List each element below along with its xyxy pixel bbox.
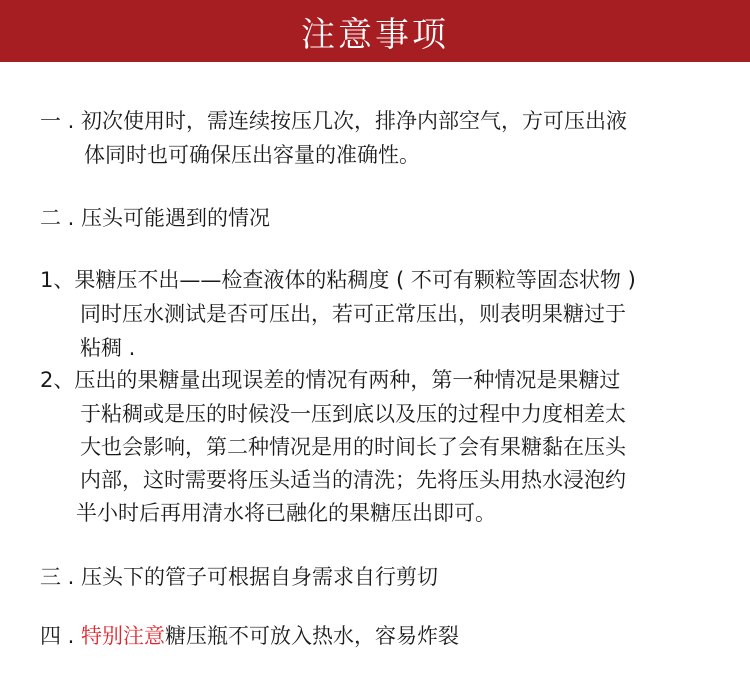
special-notice-highlight: 特别注意 — [81, 624, 166, 648]
section-4-prefix: 四 . — [40, 624, 82, 648]
item-2-line-5: 半小时后再用清水将已融化的果糖压出即可。 — [76, 501, 496, 525]
section-2-title: 二 . 压头可能遇到的情况 — [40, 206, 271, 230]
item-2-line-4: 内部，这时需要将压头适当的清洗；先将压头用热水浸泡约 — [80, 468, 626, 492]
section-1-line-2: 体同时也可确保压出容量的准确性。 — [84, 143, 420, 167]
item-1-line-1: 1、果糖压不出——检查液体的粘稠度 ( 不可有颗粒等固态状物 ) — [40, 268, 636, 292]
item-2-line-1: 2、压出的果糖量出现误差的情况有两种，第一种情况是果糖过 — [40, 368, 621, 392]
item-1-line-3: 粘稠 . — [80, 336, 136, 360]
item-2-line-2: 于粘稠或是压的时候没一压到底以及压的过程中力度相差太 — [80, 402, 626, 426]
item-2-line-3: 大也会影响，第二种情况是用的时间长了会有果糖黏在压头 — [80, 435, 626, 459]
item-1-line-2: 同时压水测试是否可压出，若可正常压出，则表明果糖过于 — [80, 302, 626, 326]
page-title: 注意事项 — [301, 14, 449, 55]
header-banner — [0, 0, 750, 62]
section-4-rest: 糖压瓶不可放入热水，容易炸裂 — [165, 624, 460, 648]
section-1-line-1: 一 . 初次使用时，需连续按压几次，排净内部空气，方可压出液 — [40, 109, 628, 133]
section-4-line — [40, 622, 459, 650]
section-3-line: 三 . 压头下的管子可根据自身需求自行剪切 — [40, 565, 439, 589]
